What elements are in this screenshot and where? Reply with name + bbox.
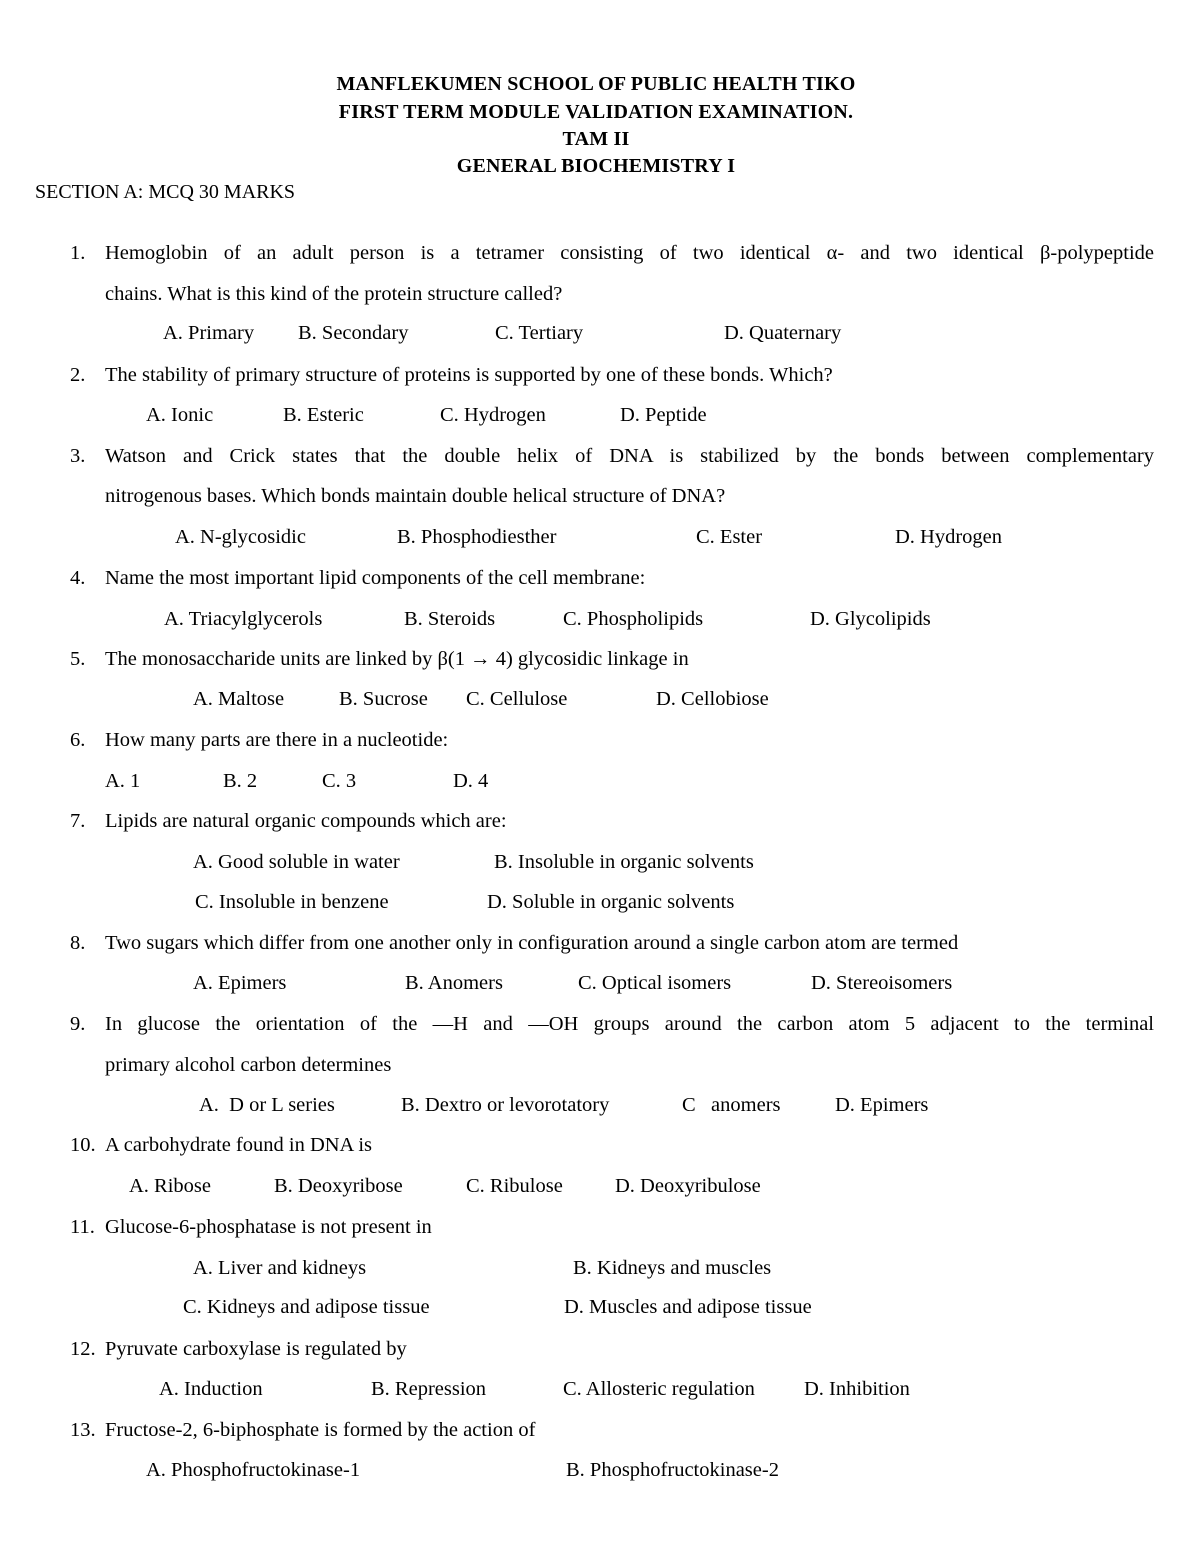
question-text: Glucose-6-phosphatase is not present in (105, 1216, 432, 1238)
school-name: MANFLEKUMEN SCHOOL OF PUBLIC HEALTH TIKO (336, 73, 856, 95)
option-a: A. Ribose (129, 1175, 211, 1197)
question-text: chains. What is this kind of the protein structure called? (105, 283, 563, 305)
question-text: The stability of primary structure of proteins is supported by one of these bonds. Which? (105, 364, 833, 386)
question-number: 1. (70, 242, 86, 264)
question-number: 12. (70, 1338, 96, 1360)
option-b: B. Esteric (283, 404, 364, 426)
option-a: A. 1 (105, 770, 141, 792)
question-number: 2. (70, 364, 86, 386)
option-c: C. Phospholipids (563, 608, 704, 630)
option-d: D. Glycolipids (810, 608, 931, 630)
question-text: nitrogenous bases. Which bonds maintain double helical structure of DNA? (105, 485, 726, 507)
question-number: 9. (70, 1013, 86, 1035)
question-number: 10. (70, 1134, 96, 1156)
option-b: B. Steroids (404, 608, 496, 630)
option-a: A. Induction (159, 1378, 263, 1400)
question-number: 8. (70, 932, 86, 954)
section-heading: SECTION A: MCQ 30 MARKS (35, 181, 296, 203)
option-c: C. Hydrogen (440, 404, 546, 426)
question-text: primary alcohol carbon determines (105, 1054, 392, 1076)
option-b: B. Repression (371, 1378, 487, 1400)
option-a: A. Epimers (193, 972, 287, 994)
option-c: C. 3 (322, 770, 357, 792)
question-text: Hemoglobin of an adult person is a tetramer consisting of two identical α- and two identical β-polypeptide (105, 242, 1154, 264)
option-c: C. Allosteric regulation (563, 1378, 755, 1400)
question-number: 13. (70, 1419, 96, 1441)
option-b: B. Sucrose (339, 688, 428, 710)
option-a: A. Phosphofructokinase-1 (146, 1459, 361, 1481)
option-b: B. Secondary (298, 322, 409, 344)
course-title: GENERAL BIOCHEMISTRY I (456, 155, 736, 177)
option-a: A. Liver and kidneys (193, 1257, 367, 1279)
question-text: The monosaccharide units are linked by β(1 → 4) glycosidic linkage in (105, 648, 689, 670)
exam-title: FIRST TERM MODULE VALIDATION EXAMINATION. (338, 101, 854, 123)
option-c: C. Optical isomers (578, 972, 732, 994)
option-a: A. D or L series (199, 1094, 335, 1116)
question-number: 11. (70, 1216, 95, 1238)
question-number: 4. (70, 567, 86, 589)
question-text: A carbohydrate found in DNA is (105, 1134, 373, 1156)
option-b: B. Anomers (405, 972, 503, 994)
level-label: TAM II (562, 128, 630, 150)
option-a: A. Good soluble in water (193, 851, 400, 873)
question-text: In glucose the orientation of the —H and —OH groups around the carbon atom 5 adjacent to the terminal (105, 1013, 1154, 1035)
option-b: B. Insoluble in organic solvents (494, 851, 754, 873)
option-d: D. Muscles and adipose tissue (564, 1296, 812, 1318)
option-c: C. Ribulose (466, 1175, 563, 1197)
question-number: 7. (70, 810, 86, 832)
option-d: D. Soluble in organic solvents (487, 891, 735, 913)
option-c: C. Insoluble in benzene (195, 891, 389, 913)
option-c: C. Kidneys and adipose tissue (183, 1296, 430, 1318)
option-a: A. Triacylglycerols (164, 608, 323, 630)
question-text: Fructose-2, 6-biphosphate is formed by the action of (105, 1419, 536, 1441)
question-text: Two sugars which differ from one another only in configuration around a single carbon atom are termed (105, 932, 959, 954)
option-d: D. Stereoisomers (811, 972, 953, 994)
question-text: Pyruvate carboxylase is regulated by (105, 1338, 407, 1360)
question-number: 3. (70, 445, 86, 467)
option-b: B. Phosphodiesther (397, 526, 557, 548)
option-d: D. Quaternary (724, 322, 842, 344)
option-c: C anomers (682, 1094, 781, 1116)
option-a: A. N-glycosidic (175, 526, 306, 548)
option-d: D. Deoxyribulose (615, 1175, 761, 1197)
option-c: C. Cellulose (466, 688, 568, 710)
question-number: 6. (70, 729, 86, 751)
option-b: B. Kidneys and muscles (573, 1257, 772, 1279)
option-a: A. Maltose (193, 688, 285, 710)
option-b: B. Dextro or levorotatory (401, 1094, 610, 1116)
option-d: D. Epimers (835, 1094, 929, 1116)
option-d: D. Peptide (620, 404, 707, 426)
option-b: B. Phosphofructokinase-2 (566, 1459, 779, 1481)
option-b: B. 2 (223, 770, 258, 792)
option-d: D. 4 (453, 770, 489, 792)
option-b: B. Deoxyribose (274, 1175, 403, 1197)
question-text: Lipids are natural organic compounds which are: (105, 810, 507, 832)
option-a: A. Ionic (146, 404, 214, 426)
option-c: C. Ester (696, 526, 763, 548)
option-d: D. Inhibition (804, 1378, 910, 1400)
question-text: Watson and Crick states that the double helix of DNA is stabilized by the bonds between complementary (105, 445, 1154, 467)
question-text: Name the most important lipid components of the cell membrane: (105, 567, 646, 589)
option-a: A. Primary (163, 322, 255, 344)
question-number: 5. (70, 648, 86, 670)
option-d: D. Hydrogen (895, 526, 1003, 548)
question-text: How many parts are there in a nucleotide: (105, 729, 449, 751)
option-c: C. Tertiary (495, 322, 584, 344)
option-d: D. Cellobiose (656, 688, 769, 710)
